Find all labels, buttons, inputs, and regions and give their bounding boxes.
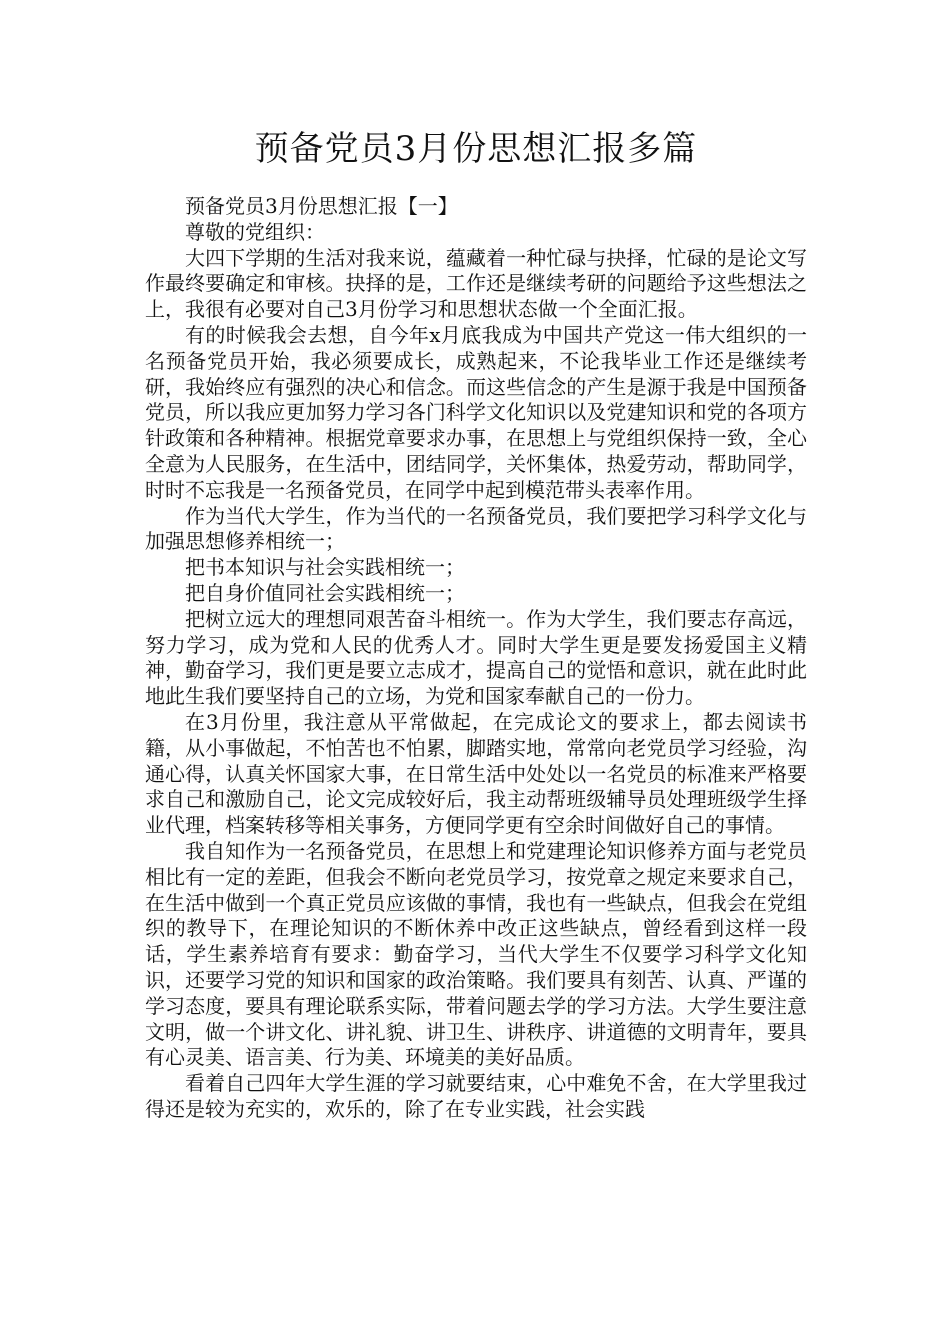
paragraph-march-actions: 在3月份里，我注意从平常做起，在完成论文的要求上，都去阅读书籍，从小事做起，不怕苦也不怕累，脚踏实地，常常向老党员学习经验，沟通心得，认真关怀国家大事，在日常生活中处处以一名党员的标准来严格要求自己和激励自己，论文完成较好后，我主动帮班级辅导员处理班级学生择业代理，档案转移等相关事务，方便同学更有空余时间做好自己的事情。 — [145, 709, 807, 838]
document-page — [145, 118, 807, 1123]
paragraph-ideals: 把树立远大的理想同艰苦奋斗相统一。作为大学生，我们要志存高远，努力学习，成为党和人民的优秀人才。同时大学生更是要发扬爱国主义精神，勤奋学习，我们更是要立志成才，提高自己的觉悟和意识，就在此时此地此生我们要坚持自己的立场，为党和国家奉献自己的一份力。 — [145, 606, 807, 709]
section-heading: 预备党员3月份思想汇报【一】 — [185, 194, 458, 218]
paragraph-belief: 有的时候我会去想，自今年x月底我成为中国共产党这一伟大组织的一名预备党员开始，我必须要成长，成熟起来，不论我毕业工作还是继续考研，我始终应有强烈的决心和信念。而这些信念的产生是源于我是中国预备党员，所以我应更加努力学习各门科学文化知识以及党建知识和党的各项方针政策和各种精神。根据党章要求办事，在思想上与党组织保持一致，全心全意为人民服务，在生活中，团结同学，关怀集体，热爱劳动，帮助同学，时时不忘我是一名预备党员，在同学中起到模范带头表率作用。 — [145, 322, 807, 502]
paragraph-intro: 大四下学期的生活对我来说，蕴藏着一种忙碌与抉择，忙碌的是论文写作最终要确定和审核。抉择的是，工作还是继续考研的问题给予这些想法之上，我很有必要对自己3月份学习和思想状态做一个全面汇报。 — [145, 245, 807, 322]
document-body — [145, 194, 807, 1123]
paragraph-closing: 看着自己四年大学生涯的学习就要结束，心中难免不舍，在大学里我过得还是较为充实的，欢乐的，除了在专业实践，社会实践 — [145, 1071, 807, 1121]
salutation: 尊敬的党组织： — [185, 219, 325, 244]
paragraph-self-reflection: 我自知作为一名预备党员，在思想上和党建理论知识修养方面与老党员相比有一定的差距，但我会不断向老党员学习，按党章之规定来要求自己，在生活中做到一个真正党员应该做的事情，我也有一些缺点，但我会在党组织的教导下，在理论知识的不断休养中改正这些缺点，曾经看到这样一段话，学生素养培育有要求：勤奋学习，当代大学生不仅要学习科学文化知识，还要学习党的知识和国家的政治策略。我们要具有刻苦、认真、严谨的学习态度，要具有理论联系实际，带着问题去学的学习方法。大学生要注意文明，做一个讲文化、讲礼貌、讲卫生、讲秩序、讲道德的文明青年，要具有心灵美、语言美、行为美、环境美的美好品质。 — [145, 838, 807, 1070]
paragraph-unity-3: 把自身价值同社会实践相统一； — [185, 580, 465, 605]
document-title: 预备党员3月份思想汇报多篇 — [254, 129, 698, 169]
paragraph-unity-2: 把书本知识与社会实践相统一； — [185, 555, 465, 580]
paragraph-unity-1: 作为当代大学生，作为当代的一名预备党员，我们要把学习科学文化与加强思想修养相统一； — [145, 503, 807, 554]
